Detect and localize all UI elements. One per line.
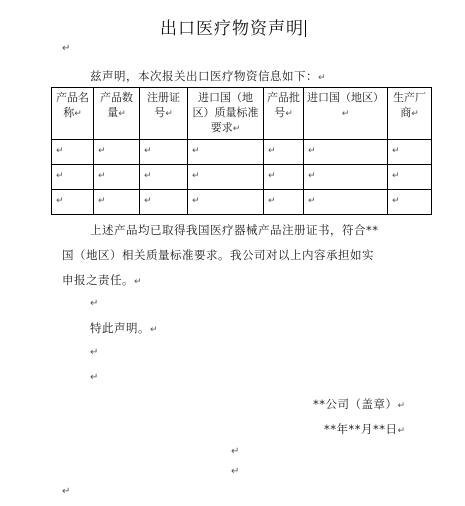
table-cell[interactable]: ↵ [188,140,264,165]
paragraph-line[interactable]: 国（地区）相关质量标准要求。我公司对以上内容承担如实 [62,248,374,262]
text-cursor [305,20,306,37]
paragraph-mark: ↵ [134,277,143,287]
paragraph-mark: ↵ [231,446,240,457]
header-cell-quantity[interactable]: 产品数量↵ [94,88,140,140]
signature-company[interactable]: **公司（盖章）↵ [313,397,406,411]
table-cell[interactable]: ↵ [52,190,94,215]
table-cell[interactable]: ↵ [188,190,264,215]
table-row [52,190,432,215]
paragraph-mark: ↵ [90,372,99,383]
table-cell[interactable]: ↵ [264,190,304,215]
table-cell[interactable]: ↵ [304,165,388,190]
table-cell[interactable]: ↵ [388,140,432,165]
table-cell[interactable]: ↵ [140,190,188,215]
signature-date[interactable]: **年**月**日↵ [324,422,406,436]
table-cell[interactable]: ↵ [264,140,304,165]
table-cell[interactable]: ↵ [94,165,140,190]
table-cell[interactable]: ↵ [304,140,388,165]
table-cell[interactable]: ↵ [94,140,140,165]
table-cell[interactable]: ↵ [140,165,188,190]
header-cell-import-country[interactable]: 进口国（地区）↵ [304,88,388,140]
closing-line[interactable]: 特此声明。↵ [90,321,159,335]
table-cell[interactable]: ↵ [52,140,94,165]
paragraph-mark: ↵ [90,298,99,309]
materials-table [51,87,432,215]
document-title-text: 出口医疗物资声明 [160,19,304,39]
table-cell[interactable]: ↵ [52,165,94,190]
table-cell[interactable]: ↵ [264,165,304,190]
table-row [52,165,432,190]
paragraph-line[interactable]: 上述产品均已取得我国医疗器械产品注册证书，符合** [90,223,379,237]
paragraph-mark: ↵ [397,401,406,411]
paragraph-mark: ↵ [62,486,71,497]
intro-text: 兹声明，本次报关出口医疗物资信息如下： [90,69,318,83]
header-cell-quality-standard[interactable]: 进口国（地区）质量标准要求↵ [188,88,264,140]
table-cell[interactable]: ↵ [188,165,264,190]
header-cell-manufacturer[interactable]: 生产厂商↵ [388,88,432,140]
table-cell[interactable]: ↵ [388,190,432,215]
table-cell[interactable]: ↵ [140,140,188,165]
header-cell-product-name[interactable]: 产品名称↵ [52,88,94,140]
table-cell[interactable]: ↵ [94,190,140,215]
document-title [160,14,306,39]
table-row [52,140,432,165]
header-cell-registration-no[interactable]: 注册证号↵ [140,88,188,140]
paragraph-mark: ↵ [150,325,159,335]
paragraph-line[interactable]: 申报之责任。↵ [62,273,143,287]
paragraph-mark: ↵ [397,426,406,436]
paragraph-mark: ↵ [318,73,327,83]
paragraph-mark: ↵ [90,347,99,358]
intro-line[interactable] [90,68,326,84]
paragraph-mark: ↵ [62,43,71,54]
table-header-row [52,88,432,140]
header-cell-batch-no[interactable]: 产品批号↵ [264,88,304,140]
paragraph-mark: ↵ [231,466,240,477]
table-cell[interactable]: ↵ [304,190,388,215]
table-cell[interactable]: ↵ [388,165,432,190]
